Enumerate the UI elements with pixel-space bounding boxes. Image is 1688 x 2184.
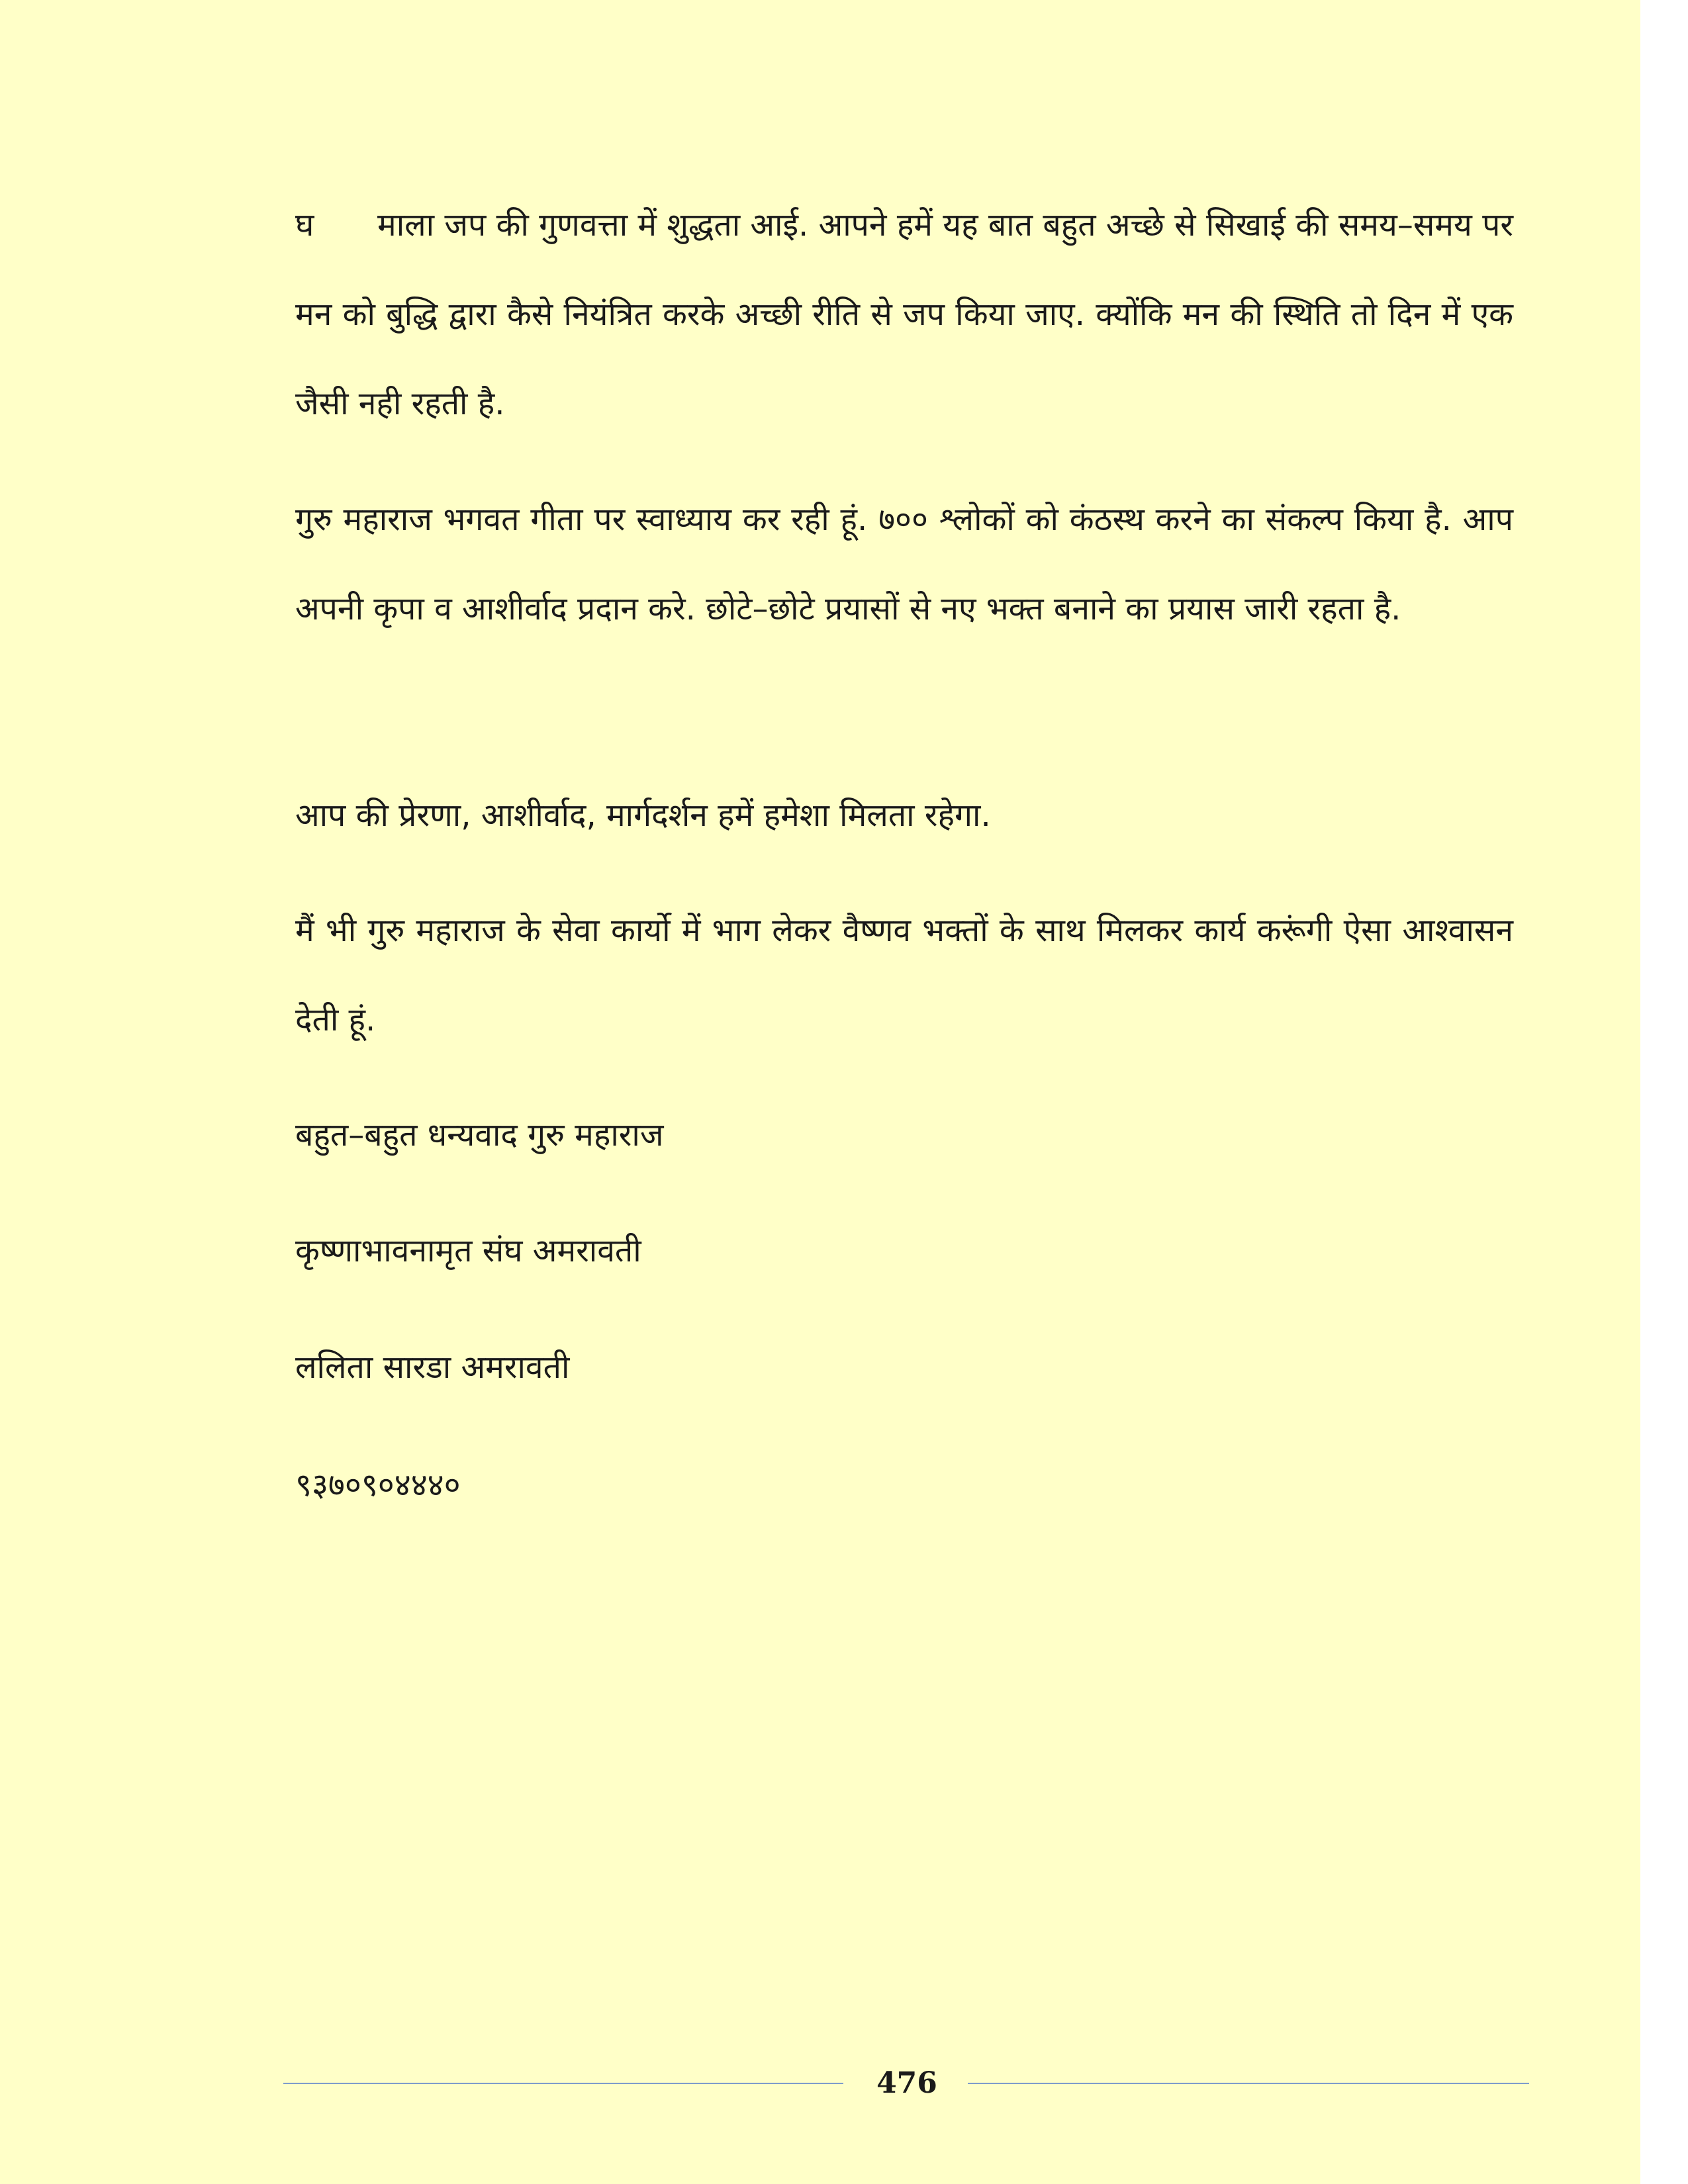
footer-divider-left [283,2083,843,2084]
paragraph-gita-svadhyay: गुरु महाराज भगवत गीता पर स्वाध्याय कर रही हूं. ७०० श्लोकों को कंठस्थ करने का संकल्प किया है. आप अपनी कृपा व आशीर्वाद प्रदान करे. छोटे–छोटे प्रयासों से नए भक्त बनाने का प्रयास जारी रहता है. [295,501,1513,627]
paragraph-prerna: आप की प्रेरणा, आशीर्वाद, मार्गदर्शन हमें हमेशा मिलता रहेगा. [295,797,991,834]
paragraph-mala-jap [295,181,1513,449]
paragraph-seva-karya: मैं भी गुरु महाराज के सेवा कार्यो में भाग लेकर वैष्णव भक्तों के साथ मिलकर कार्य करूंगी ऐसा आश्वासन देती हूं. [295,912,1513,1038]
list-marker: घ [295,206,314,244]
closing-organization: कृष्णाभावनामृत संघ अमरावती [295,1232,641,1269]
phone-number: ९३७०९०४४४० [295,1467,461,1504]
closing-thanks: बहुत–बहुत धन्यवाद गुरु महाराज [295,1116,664,1154]
footer-divider-right [968,2083,1529,2084]
page-number: 476 [876,2066,937,2100]
paragraph-text: माला जप की गुणवत्ता में शुद्धता आई. आपने हमें यह बात बहुत अच्छे से सिखाई की समय–समय पर मन को बुद्धि द्वारा कैसे नियंत्रित करके अच्छी रीति से जप किया जाए. क्योंकि मन की स्थिति तो दिन में एक जैसी नही रहती है. [295,206,1513,422]
signature-name: ललिता सारडा अमरावती [295,1349,570,1386]
